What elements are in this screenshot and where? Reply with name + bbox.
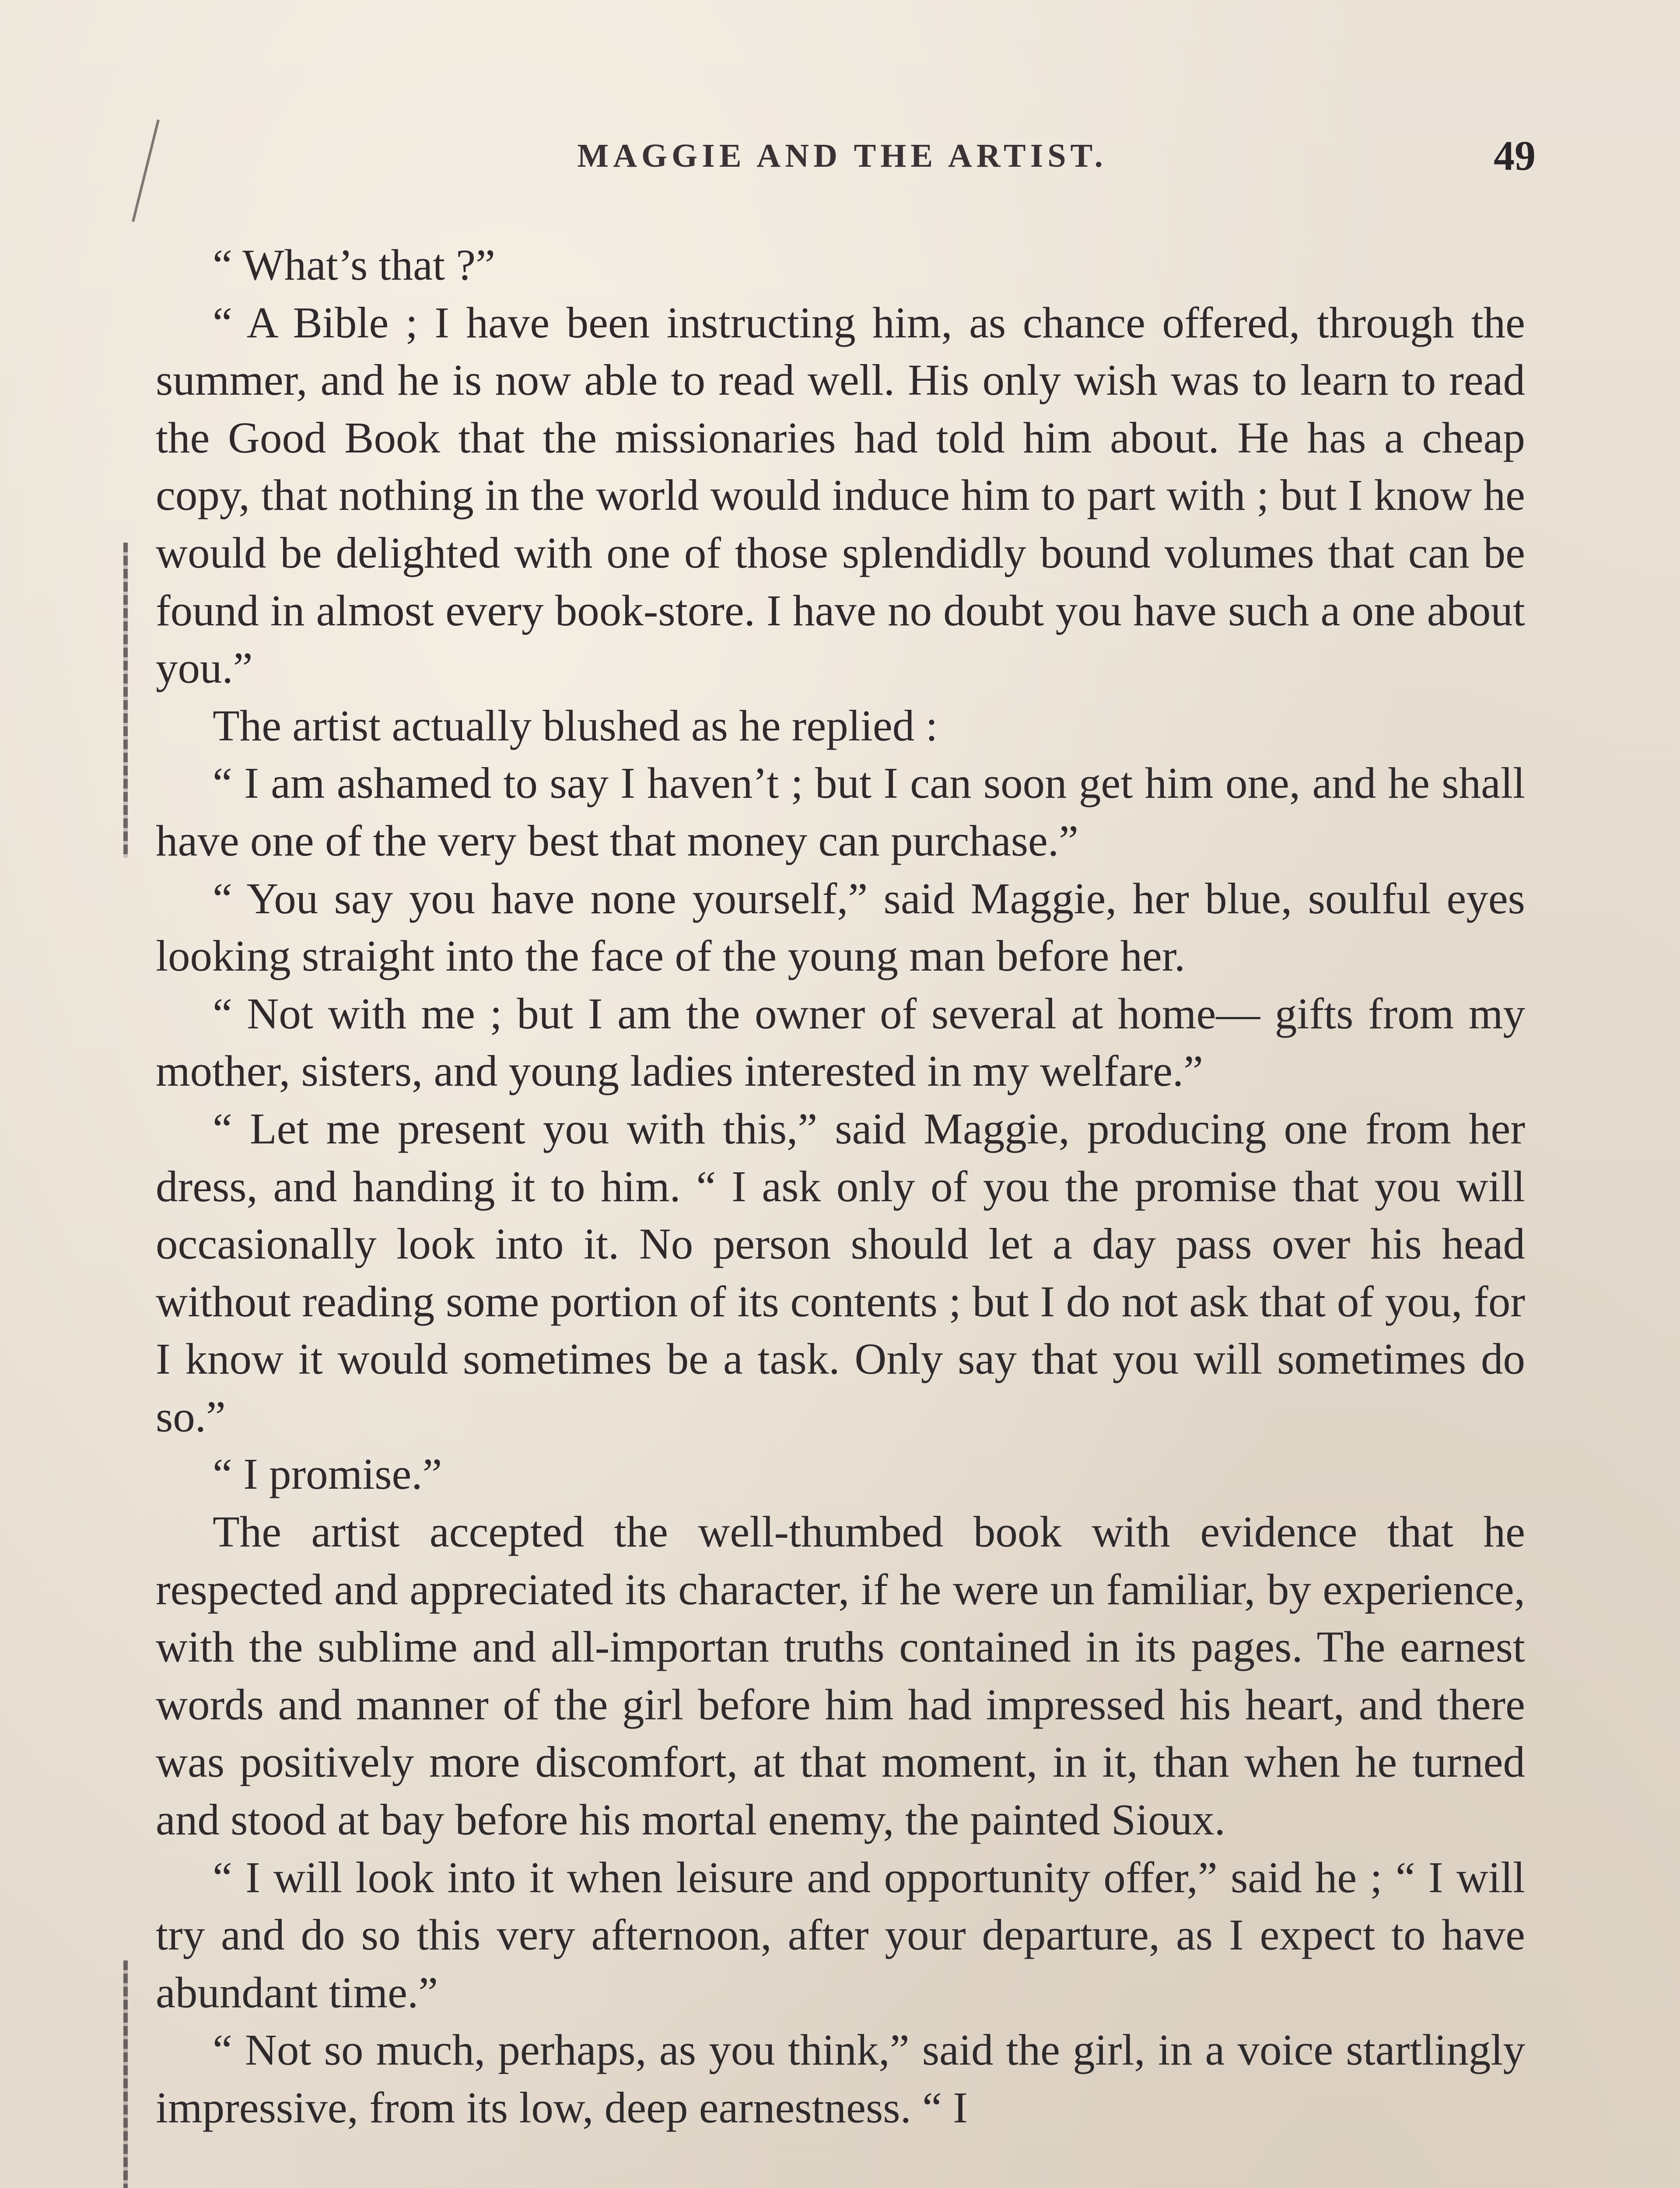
margin-mark [123,1960,128,2188]
running-head: MAGGIE AND THE ARTIST. [577,137,1107,174]
paragraph: “ You say you have none yourself,” said Maggie, her blue, soulful eyes looking straight into the face of the young man before her. [156,873,1525,981]
page-number: 49 [1494,132,1536,179]
body-text [156,236,1525,2137]
paragraph: “ I promise.” [213,1449,442,1499]
ink-mark [132,119,160,222]
paragraph: “ I will look into it when leisure and opportunity offer,” said he ; “ I will try and do so this very afternoon, after your departure, as I expect to have abundant time.” [156,1852,1525,2017]
paragraph: The artist accepted the well-thumbed book with evidence that he respected and appreciated its character, if he were un familiar, by experience, with the sublime and all-importan truths contained in its pages. The earnest words and manner of the girl before him had impressed his heart, and there was positively more discomfort, at that moment, in it, than when he turned and stood at bay before his mortal enemy, the painted Sioux. [156,1507,1525,1844]
paragraph: The artist actually blushed as he replied : [213,701,938,750]
paragraph: “ Let me present you with this,” said Maggie, producing one from her dress, and handing it to him. “ I ask only of you the promise that you will occasionally look into it. No person should let a day pass over his head without reading some portion of its contents ; but I do not ask that of you, for I know it would sometimes be a task. Only say that you will sometimes do so.” [156,1104,1525,1441]
paragraph: “ What’s that ?” [213,240,495,289]
paragraph: “ A Bible ; I have been instructing him, as chance offered, through the summer, and he is now able to read well. His only wish was to learn to read the Good Book that the missionaries had told him about. He has a cheap copy, that nothing in the world would induce him to part with ; but I know he would be delighted with one of those splendidly bound volumes that can be found in almost every book-store. I have no doubt you have such a one about you.” [156,298,1525,693]
paragraph: “ Not with me ; but I am the owner of several at home— gifts from my mother, sisters, and young ladies interested in my welfare.” [156,989,1525,1096]
paragraph: “ Not so much, perhaps, as you think,” said the girl, in a voice startlingly impressive, from its low, deep earnestness. “ I [156,2025,1525,2132]
margin-mark [123,543,128,858]
paragraph: “ I am ashamed to say I haven’t ; but I can soon get him one, and he shall have one of the very best that money can purchase.” [156,758,1525,865]
page-header [158,130,1536,182]
